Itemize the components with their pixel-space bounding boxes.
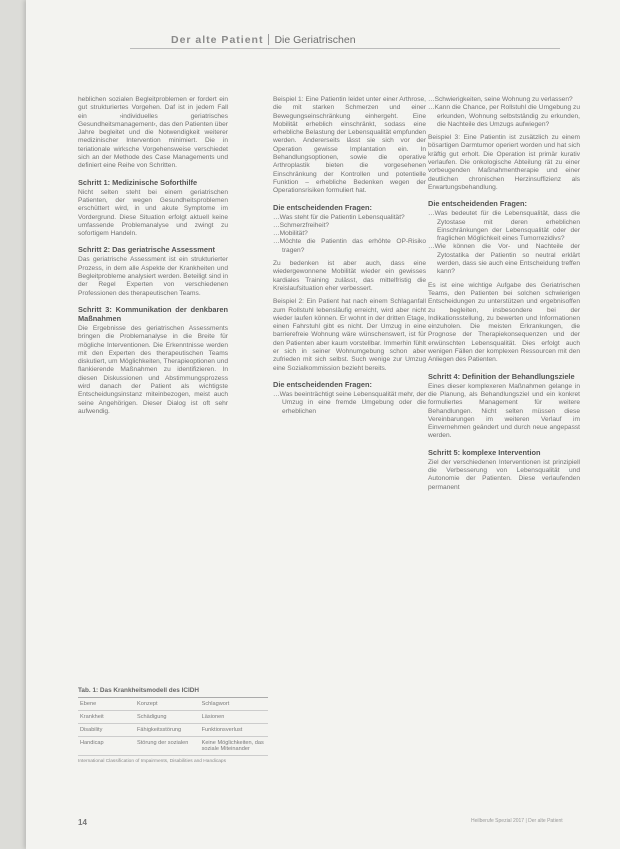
header-section: Der alte Patient <box>171 34 264 46</box>
column-3 <box>428 96 580 497</box>
table-body <box>78 698 268 756</box>
list-item: … Was bedeutet für die Lebensqualität, dass die Zytostase mit deren erheblichen Einschränkungen der Lebensqualität oder der fraglichen Möglichkeit eines Tumorrezidivs? <box>428 210 580 243</box>
section-heading: Die entscheidenden Fragen: <box>273 202 372 212</box>
table-cell: Krankheit <box>78 711 135 724</box>
list-item: … Schwierigkeiten, seine Wohnung zu verlassen? <box>428 96 580 104</box>
running-header <box>171 34 356 46</box>
section-heading: Schritt 3: Kommunikation der denkbaren Maßnahmen <box>78 304 228 323</box>
paragraph: Zu bedenken ist aber auch, dass eine wiedergewonnene Mobilität wieder ein gewisses kardiales Training zulässt, das mittelfristig die Kreislaufsituation eher verbessert. <box>273 260 426 292</box>
list-item: … Möchte die Patientin das erhöhte OP-Risiko tragen? <box>273 238 426 255</box>
paragraph: Ziel der verschiedenen Interventionen ist prinzipiell die Verbesserung von Lebensqualität und Autonomie der Patienten. Diese verlaufenden permanent <box>428 458 580 491</box>
table-cell: Schlagwort <box>200 698 268 711</box>
table-cell: Keine Möglichkeiten, das soziale Miteinander <box>200 737 268 756</box>
table-cell: Funktionsverlust <box>200 724 268 737</box>
paragraph: Es ist eine wichtige Aufgabe des Geriatrischen Teams, den Patienten bei solchen schwierigen Entscheidungen zu unterstützen und ergebnisoffen zu begleiten, insbesondere bei der Indikationsstellung, zu bewerten und Informationen einzuholen. Die meisten Erkrankungen, die Prognose der Therapiekonsequenzen und der erwünschten Lebensqualität. Dies erfolgt auch wenigen Fällen der komplexen Ressourcen mit den Anliegen des Patienten. <box>428 281 580 364</box>
icidh-table <box>78 685 268 764</box>
table-footnote: International Classification of Impairments, Disabilities and Handicaps <box>78 759 226 764</box>
header-separator <box>268 34 269 45</box>
journal-footer: Heilberufe Spezial 2017 | Der alte Patient <box>471 818 563 824</box>
table-row <box>78 698 268 711</box>
question-list <box>428 210 580 276</box>
paragraph: Beispiel 2: Ein Patient hat nach einem Schlaganfall zum Rollstuhl lebensläufig erreicht, wird aber nicht wieder laufen können. Er wohnt in der dritten Etage, einen Fahrstuhl gibt es nicht. Der Umzug in eine barrierefreie Wohnung wäre wünschenswert, ist für den Patienten aber kaum vorstellbar. Immerhin fühlt er sich in seiner Wohnumgebung schon aber zufrieden mit sich selbst. Such wenige zur Umzug eine Sozialkommission bezieht bereits. <box>273 298 426 372</box>
table-row <box>78 724 268 737</box>
section-heading: Die entscheidenden Fragen: <box>428 199 527 209</box>
paragraph: Beispiel 1: Eine Patientin leidet unter einer Arthrose, die mit starken Schmerzen und einer Bewegungseinschränkung einhergeht. Eine Mobilität erheblich einschränkt, sodass eine erhebliche Belastung der Lebensqualität empfunden werden. Andererseits lässt sie sich vor der Operation gewisse Implantation ein. In Behandlungsoptionen, sowie die operative Arthroplastik bieten die vorgesehenen Einschränkung der Kontrollen und potentielle Funktion – erhebliche Bedenken wegen der Operationsrisiken formuliert hat. <box>273 96 426 195</box>
list-item: … Was steht für die Patientin Lebensqualität? <box>273 214 426 222</box>
paragraph: Beispiel 3: Eine Patientin ist zusätzlich zu einem bösartigen Darmtumor operiert worden und hat sich kräftig gut erholt. Die Operation ist primär kurativ verlaufen. Die onkologische Abteilung rät zu einer vorbeugenden Maßnahmentherapie und einer deutlichen chronischen Herzinsuffizienz als Erwartungsbehandlung. <box>428 134 580 191</box>
table-cell: Störung der sozialen <box>135 737 200 756</box>
table-title: Tab. 1: Das Krankheitsmodell des ICIDH <box>78 685 268 698</box>
list-item: … Schmerzfreiheit? <box>273 222 426 230</box>
paragraph: heblichen sozialen Begleitproblemen er fordert ein gut strukturiertes Vorgehen. Daf ist in jedem Fall ein ›individuelles geriatrisches Gesundheitsmanagement‹, das den Patienten über Jahre begleitet und die Notwendigkeit weiterer medizinischer Intervention minimiert. Die in teriationale wirksche Vorgehensweise verschiedet sich an der Methode des Case Managements und definiert eine Reihe von Schritten. <box>78 96 228 170</box>
paragraph: Eines dieser komplexeren Maßnahmen gelange in die Planung, als Behandlungsziel und ein konkret formuliertes Management für weitere Behandlungen. Nicht selten müssen diese Vereinbarungen im weiteren Verlauf im Einvernehmen geändert und durch neue angepasst werden. <box>428 382 580 440</box>
paragraph: Die Ergebnisse des geriatrischen Assessments bringen die Problemanalyse in die Breite für mögliche Interventionen. Die Erkenntnisse werden mit den Experten des therapeutischen Teams diskutiert, um Möglichkeiten, Therapieoptionen und flankierende Maßnahmen zu identifizieren. In diesen Diskussionen und Abstimmungsprozess wird danach der Patient als wichtigste Entscheidungsinstanz miteinbezogen, meist auch seine Angehörigen. Dieser Dialog ist oft sehr aufwendig. <box>78 324 228 415</box>
page-number: 14 <box>78 818 87 827</box>
table-cell: Disability <box>78 724 135 737</box>
section-heading: Schritt 2: Das geriatrische Assessment <box>78 245 215 255</box>
paragraph: Das geriatrische Assessment ist ein strukturierter Prozess, in dem alle Aspekte der Krankheiten und Begleitprobleme analysiert werden. Beteiligt sind in der Regel Experten von verschiedenen Professionen des therapeutischen Teams. <box>78 256 228 297</box>
column-2 <box>273 96 426 421</box>
list-item: … Wie können die Vor- und Nachteile der Zytostatika der Patientin so neutral erklärt werden, dass sie auch eine Entscheidung treffen kann? <box>428 243 580 276</box>
section-heading: Schritt 5: komplexe Intervention <box>428 447 541 457</box>
table-cell: Fähigkeitsstörung <box>135 724 200 737</box>
question-list <box>273 391 426 416</box>
list-item: … Mobilität? <box>273 230 426 238</box>
header-subsection: Die Geriatrischen <box>274 34 356 46</box>
table-row <box>78 737 268 756</box>
table-cell: Läsionen <box>200 711 268 724</box>
paragraph: Nicht selten steht bei einem geriatrischen Patienten, der wegen Gesundheitsproblemen erschüttert wird, in und akute Symptome im Vordergrund. Diese Situation erfolgt aktuell keine umfassende Problemanalyse und zwingt zu sofortigem Handeln. <box>78 188 228 238</box>
list-item: … Was beeinträchtigt seine Lebensqualität mehr, der Umzug in eine fremde Umgebung oder die erheblichen <box>273 391 426 416</box>
section-heading: Schritt 4: Definition der Behandlungsziele <box>428 371 575 381</box>
table-cell: Schädigung <box>135 711 200 724</box>
column-1 <box>78 96 228 421</box>
section-heading: Die entscheidenden Fragen: <box>273 379 372 389</box>
section-heading: Schritt 1: Medizinische Soforthilfe <box>78 177 198 187</box>
list-item: … Kann die Chance, per Rollstuhl die Umgebung zu erkunden, Wohnung selbstständig zu erkunden, die Nachteile des Umzugs aufwiegen? <box>428 104 580 129</box>
question-list <box>273 214 426 255</box>
table-cell: Ebene <box>78 698 135 711</box>
table-cell: Konzept <box>135 698 200 711</box>
question-list <box>428 96 580 129</box>
table-row <box>78 711 268 724</box>
table-cell: Handicap <box>78 737 135 756</box>
header-rule <box>130 48 560 49</box>
